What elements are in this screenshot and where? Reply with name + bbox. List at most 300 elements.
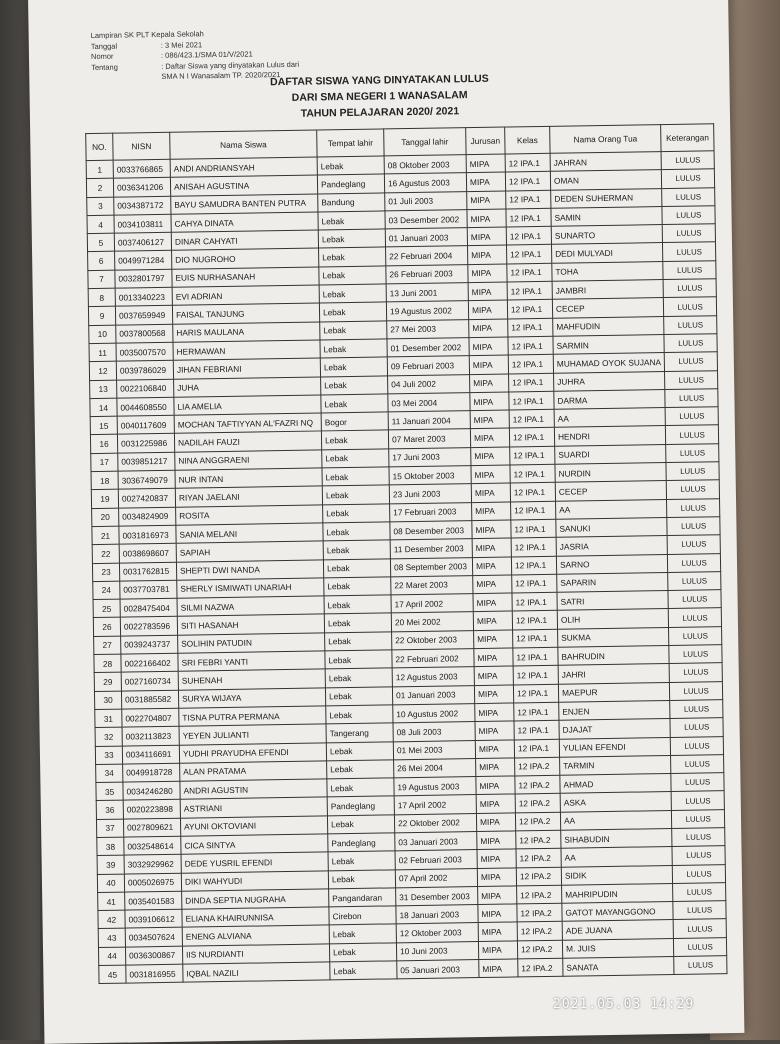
cell-parent: AA [561, 847, 672, 867]
cell-class: 12 IPA.1 [512, 592, 557, 611]
cell-nisn: 0044608550 [117, 397, 174, 416]
cell-major: MIPA [477, 849, 516, 868]
cell-nisn: 0040117609 [117, 415, 174, 434]
cell-parent: CECEP [555, 481, 666, 501]
cell-major: MIPA [470, 374, 509, 393]
cell-birthdate: 11 Desember 2003 [390, 539, 472, 559]
cell-parent: SARNO [556, 554, 667, 574]
col-header-no: NO. [86, 133, 113, 160]
cell-parent: AA [560, 810, 671, 830]
cell-class: 12 IPA.2 [516, 849, 561, 868]
cell-name: DEDE YUSRIL EFENDI [181, 852, 328, 873]
cell-parent: MAHRIPUDIN [562, 883, 673, 903]
cell-birthdate: 03 Mei 2004 [388, 392, 470, 412]
cell-class: 12 IPA.1 [513, 629, 558, 648]
cell-parent: DEDEN SUHERMAN [551, 188, 662, 208]
cell-nisn: 0031816955 [126, 964, 183, 983]
cell-nisn: 0049918728 [123, 763, 180, 782]
cell-no: 29 [94, 672, 121, 691]
cell-nisn: 0031762815 [119, 562, 176, 581]
cell-name: SANIA MELANI [176, 523, 323, 544]
cell-birthplace: Cirebon [329, 906, 396, 925]
cell-no: 39 [97, 855, 124, 874]
cell-birthdate: 19 Agustus 2002 [386, 301, 468, 321]
cell-birthplace: Lebak [319, 266, 386, 285]
cell-major: MIPA [470, 410, 509, 429]
cell-class: 12 IPA.1 [512, 574, 557, 593]
cell-birthplace: Lebak [323, 504, 390, 523]
cell-birthplace: Lebak [319, 302, 386, 321]
cell-major: MIPA [469, 337, 508, 356]
col-header-name: Nama Siswa [170, 130, 317, 159]
cell-class: 12 IPA.1 [513, 647, 558, 666]
cell-birthdate: 11 Januari 2004 [388, 411, 470, 431]
cell-name: HARIS MAULANA [173, 322, 320, 343]
cell-status: LULUS [666, 480, 719, 499]
cell-birthdate: 22 Februari 2002 [392, 649, 474, 669]
cell-no: 18 [91, 471, 118, 490]
cell-birthdate: 12 Oktober 2003 [396, 923, 478, 943]
cell-status: LULUS [664, 334, 717, 353]
cell-nisn: 0037406127 [114, 232, 171, 251]
cell-birthplace: Lebak [323, 558, 390, 577]
cell-no: 44 [98, 947, 125, 966]
cell-status: LULUS [662, 224, 715, 243]
cell-no: 36 [96, 800, 123, 819]
cell-birthplace: Lebak [323, 522, 390, 541]
cell-birthplace: Lebak [318, 229, 385, 248]
cell-parent: SUKMA [558, 627, 669, 647]
cell-major: MIPA [476, 758, 515, 777]
cell-status: LULUS [662, 187, 715, 206]
cell-no: 11 [89, 343, 116, 362]
cell-no: 24 [93, 581, 120, 600]
cell-birthdate: 02 Februari 2003 [395, 850, 477, 870]
cell-no: 37 [96, 819, 123, 838]
cell-parent: MAHFUDIN [553, 316, 664, 336]
cell-nisn: 0022166402 [121, 653, 178, 672]
cell-status: LULUS [666, 462, 719, 481]
cell-parent: NURDIN [555, 463, 666, 483]
cell-status: LULUS [671, 791, 724, 810]
cell-birthplace: Lebak [330, 961, 397, 980]
cell-major: MIPA [478, 941, 517, 960]
cell-major: MIPA [479, 959, 518, 978]
cell-status: LULUS [669, 626, 722, 645]
cell-birthplace: Lebak [319, 247, 386, 266]
cell-class: 12 IPA.1 [511, 501, 556, 520]
cell-parent: AA [556, 499, 667, 519]
cell-name: ANDRI AGUSTIN [180, 779, 327, 800]
cell-class: 12 IPA.1 [507, 281, 552, 300]
cell-status: LULUS [662, 206, 715, 225]
cell-birthplace: Pangandaran [329, 888, 396, 907]
cell-birthplace: Lebak [322, 449, 389, 468]
cell-name: IQBAL NAZILI [183, 962, 330, 983]
cell-class: 12 IPA.1 [508, 318, 553, 337]
cell-parent: SAPARIN [557, 572, 668, 592]
cell-parent: BAHRUDIN [558, 646, 669, 666]
cell-major: MIPA [469, 355, 508, 374]
cell-status: LULUS [667, 498, 720, 517]
cell-birthplace: Lebak [320, 339, 387, 358]
cell-birthplace: Lebak [322, 467, 389, 486]
cell-birthplace: Lebak [324, 595, 391, 614]
cell-name: DINDA SEPTIA NUGRAHA [182, 889, 329, 910]
cell-birthplace: Lebak [317, 156, 384, 175]
cell-class: 12 IPA.1 [505, 153, 550, 172]
cell-major: MIPA [474, 666, 513, 685]
cell-name: ANISAH AGUSTINA [170, 175, 317, 196]
cell-parent: SATRI [557, 591, 668, 611]
cell-birthdate: 12 Agustus 2003 [392, 667, 474, 687]
cell-birthdate: 08 Desember 2003 [390, 521, 472, 541]
cell-status: LULUS [673, 883, 726, 902]
col-header-nisn: NISN [113, 132, 170, 160]
cell-birthdate: 22 Oktober 2003 [392, 630, 474, 650]
cell-major: MIPA [475, 739, 514, 758]
cell-class: 12 IPA.1 [508, 336, 553, 355]
cell-birthplace: Bogor [321, 412, 388, 431]
cell-major: MIPA [476, 794, 515, 813]
cell-birthplace: Lebak [321, 430, 388, 449]
col-header-birthplace: Tempat lahir [317, 129, 384, 157]
cell-nisn: 0031816973 [119, 525, 176, 544]
cell-no: 4 [87, 215, 114, 234]
document-heading [29, 67, 730, 126]
cell-class: 12 IPA.2 [516, 867, 561, 886]
cell-nisn: 0027809621 [123, 818, 180, 837]
cell-class: 12 IPA.1 [507, 263, 552, 282]
cell-no: 23 [92, 563, 119, 582]
cell-no: 16 [90, 435, 117, 454]
cell-parent: ADE JUANA [562, 920, 673, 940]
cell-status: LULUS [674, 956, 727, 975]
cell-parent: HENDRI [554, 426, 665, 446]
cell-birthdate: 09 Februari 2003 [387, 356, 469, 376]
cell-parent: JASRIA [556, 536, 667, 556]
cell-name: ELIANA KHAIRUNNISA [182, 907, 329, 928]
cell-status: LULUS [669, 645, 722, 664]
cell-birthdate: 16 Agustus 2003 [384, 173, 466, 193]
cell-birthplace: Lebak [320, 357, 387, 376]
cell-no: 21 [92, 526, 119, 545]
col-header-major: Jurusan [466, 127, 505, 155]
cell-no: 6 [88, 252, 115, 271]
cell-parent: TARMIN [560, 755, 671, 775]
cell-parent: SANATA [563, 957, 674, 977]
cell-status: LULUS [668, 553, 721, 572]
cell-no: 3 [87, 197, 114, 216]
cell-birthdate: 04 Juli 2002 [388, 374, 470, 394]
cell-no: 12 [89, 361, 116, 380]
cell-no: 27 [94, 636, 121, 655]
cell-major: MIPA [473, 575, 512, 594]
cell-major: MIPA [475, 721, 514, 740]
cell-nisn: 0034116691 [122, 745, 179, 764]
cell-nisn: 0022704807 [122, 708, 179, 727]
cell-nisn: 0039243737 [121, 635, 178, 654]
cell-major: MIPA [471, 465, 510, 484]
cell-birthdate: 17 Februari 2003 [390, 502, 472, 522]
cell-nisn: 0039786029 [116, 361, 173, 380]
cell-class: 12 IPA.1 [514, 720, 559, 739]
meta-value: : Daftar Siswa yang dinyatakan Lulus dari [161, 59, 300, 71]
cell-no: 22 [92, 544, 119, 563]
cell-birthplace: Lebak [324, 577, 391, 596]
cell-name: ASTRIANI [180, 797, 327, 818]
cell-status: LULUS [661, 151, 714, 170]
cell-status: LULUS [664, 297, 717, 316]
cell-birthdate: 08 September 2003 [390, 557, 472, 577]
cell-class: 12 IPA.2 [517, 903, 562, 922]
cell-birthdate: 05 Januari 2003 [397, 960, 479, 980]
cell-status: LULUS [674, 937, 727, 956]
cell-status: LULUS [671, 773, 724, 792]
cell-class: 12 IPA.2 [517, 922, 562, 941]
cell-nisn: 0036341206 [113, 178, 170, 197]
cell-birthdate: 07 April 2002 [395, 868, 477, 888]
meta-key: Nomor [90, 51, 114, 62]
cell-parent: DJAJAT [559, 719, 670, 739]
cell-nisn: 3032929962 [124, 854, 181, 873]
cell-major: MIPA [468, 282, 507, 301]
cell-birthdate: 08 Oktober 2003 [384, 155, 466, 175]
cell-nisn: 0032548614 [124, 836, 181, 855]
cell-nisn: 0031225986 [117, 434, 174, 453]
cell-class: 12 IPA.1 [510, 464, 555, 483]
cell-name: SRI FEBRI YANTI [178, 651, 325, 672]
cell-no: 28 [94, 654, 121, 673]
cell-parent: SIDIK [561, 865, 672, 885]
cell-major: MIPA [477, 831, 516, 850]
cell-birthdate: 19 Agustus 2003 [394, 777, 476, 797]
cell-no: 15 [90, 416, 117, 435]
cell-class: 12 IPA.1 [509, 428, 554, 447]
cell-status: LULUS [670, 681, 723, 700]
cell-name: SITI HASANAH [177, 614, 324, 635]
cell-birthplace: Pandeglang [327, 796, 394, 815]
cell-name: NADILAH FAUZI [174, 431, 321, 452]
cell-nisn: 0039106612 [125, 909, 182, 928]
cell-status: LULUS [665, 370, 718, 389]
cell-nisn: 0037659949 [115, 306, 172, 325]
cell-no: 20 [92, 508, 119, 527]
cell-class: 12 IPA.2 [515, 775, 560, 794]
cell-class: 12 IPA.2 [515, 757, 560, 776]
cell-no: 26 [93, 618, 120, 637]
cell-name: DIKI WAHYUDI [181, 870, 328, 891]
cell-major: MIPA [471, 447, 510, 466]
cell-status: LULUS [665, 407, 718, 426]
cell-parent: AHMAD [560, 774, 671, 794]
cell-no: 30 [94, 691, 121, 710]
cell-name: EUIS NURHASANAH [172, 267, 319, 288]
cell-major: MIPA [468, 300, 507, 319]
cell-name: DIO NUGROHO [172, 248, 319, 269]
cell-name: YEYEN JULIANTI [179, 724, 326, 745]
cell-name: EVI ADRIAN [172, 285, 319, 306]
cell-no: 19 [91, 489, 118, 508]
cell-birthplace: Lebak [325, 632, 392, 651]
cell-class: 12 IPA.2 [518, 958, 563, 977]
cell-status: LULUS [667, 517, 720, 536]
cell-parent: M. JUIS [562, 938, 673, 958]
cell-status: LULUS [666, 425, 719, 444]
cell-parent: SANUKI [556, 517, 667, 537]
cell-major: MIPA [470, 392, 509, 411]
cell-name: SHERLY ISMIWATI UNARIAH [177, 578, 324, 599]
cell-birthdate: 17 April 2002 [391, 594, 473, 614]
cell-no: 31 [95, 709, 122, 728]
cell-nisn: 0032113823 [122, 726, 179, 745]
meta-value: : 086/423.1/SMA 01/V/2021 [160, 49, 253, 60]
cell-nisn: 0032801797 [115, 269, 172, 288]
cell-major: MIPA [466, 154, 505, 173]
cell-nisn: 0031885582 [121, 690, 178, 709]
cell-nisn: 0035401583 [125, 891, 182, 910]
cell-major: MIPA [467, 191, 506, 210]
cell-status: LULUS [672, 864, 725, 883]
cell-nisn: 0005026975 [124, 873, 181, 892]
document-page [28, 0, 744, 1044]
cell-no: 34 [96, 764, 123, 783]
meta-value: : 3 Mei 2021 [160, 39, 203, 50]
cell-parent: OMAN [550, 170, 661, 190]
cell-major: MIPA [468, 245, 507, 264]
cell-status: LULUS [666, 443, 719, 462]
cell-birthdate: 17 April 2002 [394, 795, 476, 815]
cell-name: BAYU SAMUDRA BANTEN PUTRA [171, 194, 318, 215]
cell-nisn: 0039851217 [118, 452, 175, 471]
cell-no: 1 [86, 160, 113, 179]
cell-class: 12 IPA.2 [515, 794, 560, 813]
cell-parent: SARMIN [553, 335, 664, 355]
cell-no: 14 [90, 398, 117, 417]
camera-timestamp: 2021.05.03 14:29 [553, 997, 695, 1012]
cell-birthplace: Lebak [325, 650, 392, 669]
cell-major: MIPA [474, 630, 513, 649]
cell-name: ALAN PRATAMA [180, 761, 327, 782]
cell-name: NUR INTAN [175, 468, 322, 489]
cell-name: SILMI NAZWA [177, 596, 324, 617]
cell-parent: AA [554, 408, 665, 428]
cell-major: MIPA [478, 922, 517, 941]
cell-nisn: 0037800568 [116, 324, 173, 343]
cell-birthdate: 07 Maret 2003 [388, 429, 470, 449]
cell-birthplace: Lebak [328, 869, 395, 888]
cell-name: IIS NURDIANTI [182, 944, 329, 965]
cell-nisn: 0049971284 [115, 251, 172, 270]
cell-nisn: 0034387172 [114, 196, 171, 215]
cell-nisn: 0034507624 [125, 928, 182, 947]
cell-parent: SIHABUDIN [561, 828, 672, 848]
cell-birthplace: Lebak [326, 705, 393, 724]
cell-class: 12 IPA.1 [509, 391, 554, 410]
cell-nisn: 0027420837 [118, 489, 175, 508]
cell-birthdate: 10 Juni 2003 [396, 941, 478, 961]
cell-birthdate: 26 Mei 2004 [394, 758, 476, 778]
cell-class: 12 IPA.1 [507, 245, 552, 264]
cell-nisn: 0022106840 [117, 379, 174, 398]
meta-key: Tentang [91, 62, 118, 72]
cell-parent: JAMBRI [552, 280, 663, 300]
cell-name: NINA ANGGRAENI [175, 450, 322, 471]
cell-major: MIPA [466, 172, 505, 191]
cell-birthplace: Lebak [318, 211, 385, 230]
cell-name: SHEPTI DWI NANDA [176, 559, 323, 580]
heading-line: DAFTAR SISWA YANG DINYATAKAN LULUS [270, 72, 489, 89]
cell-birthplace: Lebak [321, 375, 388, 394]
cell-class: 12 IPA.1 [513, 666, 558, 685]
cell-birthdate: 01 Desember 2002 [387, 338, 469, 358]
cell-birthdate: 13 Juni 2001 [386, 283, 468, 303]
cell-major: MIPA [476, 813, 515, 832]
cell-class: 12 IPA.1 [509, 409, 554, 428]
cell-parent: OLIH [557, 609, 668, 629]
cell-name: ROSITA [176, 505, 323, 526]
cell-birthdate: 20 Mei 2002 [391, 612, 473, 632]
cell-no: 9 [88, 307, 115, 326]
cell-birthplace: Lebak [324, 613, 391, 632]
cell-major: MIPA [474, 685, 513, 704]
cell-no: 45 [99, 965, 126, 984]
cell-parent: MAEPUR [558, 682, 669, 702]
cell-major: MIPA [469, 319, 508, 338]
cell-parent: TOHA [552, 261, 663, 281]
table-body [86, 151, 727, 984]
cell-birthdate: 23 Juni 2003 [389, 484, 471, 504]
cell-class: 12 IPA.1 [511, 538, 556, 557]
cell-status: LULUS [669, 663, 722, 682]
cell-major: MIPA [471, 483, 510, 502]
cell-status: LULUS [663, 242, 716, 261]
cell-class: 12 IPA.1 [512, 611, 557, 630]
cell-major: MIPA [467, 209, 506, 228]
cell-status: LULUS [665, 389, 718, 408]
cell-birthdate: 08 Juli 2003 [393, 722, 475, 742]
cell-no: 13 [90, 380, 117, 399]
cell-nisn: 0028475404 [120, 598, 177, 617]
cell-status: LULUS [673, 919, 726, 938]
cell-parent: GATOT MAYANGGONO [562, 902, 673, 922]
cell-birthplace: Bandung [318, 193, 385, 212]
cell-major: MIPA [474, 648, 513, 667]
cell-birthdate: 22 Maret 2003 [391, 575, 473, 595]
cell-nisn: 0013340223 [115, 287, 172, 306]
cell-nisn: 0037703781 [120, 580, 177, 599]
cell-birthplace: Lebak [320, 321, 387, 340]
meta-value: SMA N I Wanasalam TP. 2020/2021 [161, 70, 281, 81]
cell-parent: JAHRAN [550, 152, 661, 172]
cell-class: 12 IPA.1 [511, 556, 556, 575]
cell-no: 41 [98, 892, 125, 911]
cell-class: 12 IPA.1 [508, 355, 553, 374]
cell-nisn: 3036749079 [118, 470, 175, 489]
cell-birthplace: Lebak [319, 284, 386, 303]
cell-major: MIPA [468, 264, 507, 283]
cell-no: 33 [95, 746, 122, 765]
cell-major: MIPA [478, 886, 517, 905]
cell-major: MIPA [476, 776, 515, 795]
cell-parent: CECEP [552, 298, 663, 318]
cell-major: MIPA [472, 557, 511, 576]
cell-birthdate: 01 Mei 2003 [393, 740, 475, 760]
heading-line: TAHUN PELAJARAN 2020/ 2021 [300, 105, 460, 120]
cell-no: 8 [88, 288, 115, 307]
cell-parent: SUARDI [555, 444, 666, 464]
cell-nisn: 0020223898 [123, 800, 180, 819]
